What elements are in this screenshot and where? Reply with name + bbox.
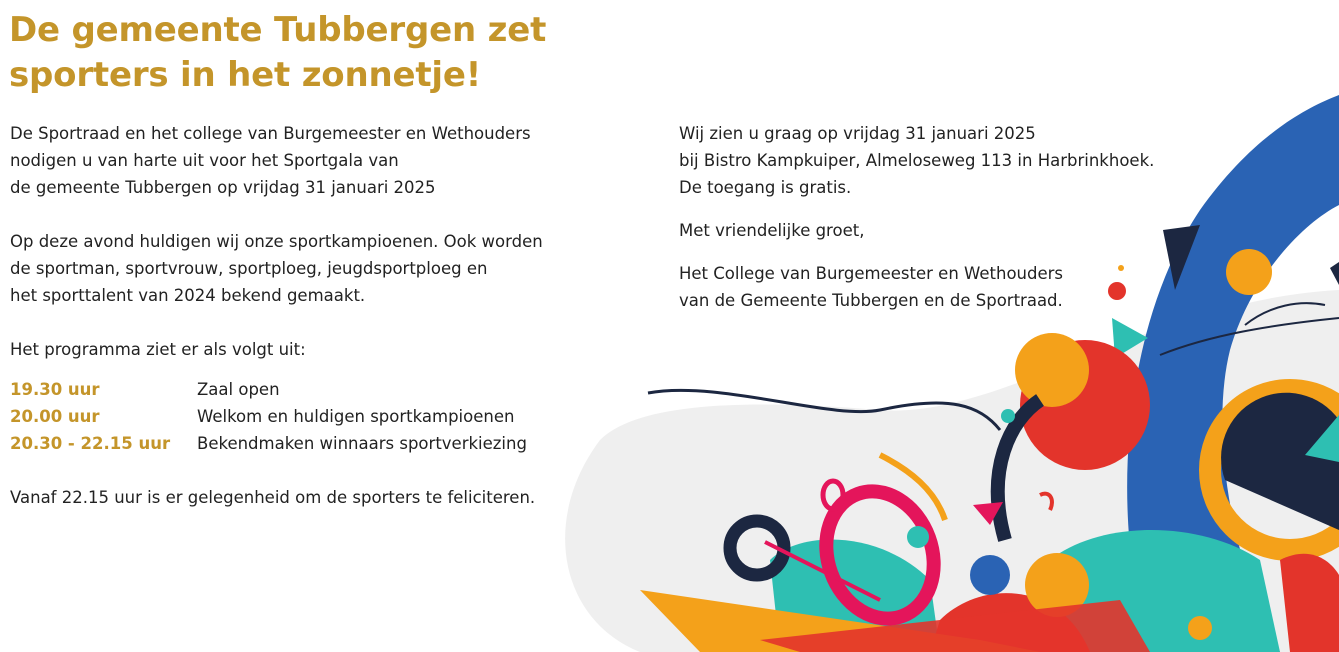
teal-small-dot (1001, 409, 1015, 423)
program-item: Welkom en huldigen sportkampioenen (197, 407, 515, 426)
awards-paragraph (10, 228, 543, 309)
left-column (10, 120, 543, 511)
program-row (10, 403, 543, 430)
location-line: De toegang is gratis. (679, 178, 852, 197)
title-line-2: sporters in het zonnetje! (9, 55, 481, 95)
small-red-dot (1108, 282, 1126, 300)
intro-line: nodigen u van harte uit voor het Sportgala van (10, 151, 399, 170)
program-time: 19.30 uur (10, 380, 100, 399)
page-title (9, 8, 546, 98)
signature-line: van de Gemeente Tubbergen en de Sportraad. (679, 291, 1063, 310)
sports-illustration (556, 0, 1339, 652)
teal-dot (907, 526, 929, 548)
signature-line: Het College van Burgemeester en Wethouders (679, 264, 1064, 283)
tiny-orange-dot (1118, 265, 1124, 271)
location-line: Wij zien u graag op vrijdag 31 januari 2025 (679, 124, 1036, 143)
awards-line: het sporttalent van 2024 bekend gemaakt. (10, 286, 366, 305)
program-time: 20.30 - 22.15 uur (10, 434, 171, 453)
awards-line: Op deze avond huldigen wij onze sportkampioenen. Ook worden (10, 232, 543, 251)
blue-dot (970, 555, 1010, 595)
program-row (10, 430, 543, 457)
location-line: bij Bistro Kampkuiper, Almeloseweg 113 in Harbrinkhoek. (679, 151, 1155, 170)
awards-line: de sportman, sportvrouw, sportploeg, jeugdsportploeg en (10, 259, 488, 278)
program-item: Bekendmaken winnaars sportverkiezing (197, 434, 527, 453)
red-arc-right (1280, 554, 1339, 652)
greeting: Met vriendelijke groet, (679, 221, 865, 240)
program-time: 20.00 uur (10, 407, 100, 426)
intro-paragraph (10, 120, 543, 201)
closing-line: Vanaf 22.15 uur is er gelegenheid om de sporters te feliciteren. (10, 488, 536, 507)
program-intro: Het programma ziet er als volgt uit: (10, 340, 306, 359)
program-list (10, 376, 543, 457)
intro-line: De Sportraad en het college van Burgemeester en Wethouders (10, 124, 531, 143)
navy-wedge-right (1330, 262, 1339, 285)
orange-dot-bottom (1188, 616, 1212, 640)
orange-dot (1226, 249, 1272, 295)
title-line-1: De gemeente Tubbergen zet (9, 10, 547, 50)
program-row (10, 376, 543, 403)
orange-circle (1015, 333, 1089, 407)
program-item: Zaal open (197, 380, 280, 399)
intro-line: de gemeente Tubbergen op vrijdag 31 januari 2025 (10, 178, 436, 197)
